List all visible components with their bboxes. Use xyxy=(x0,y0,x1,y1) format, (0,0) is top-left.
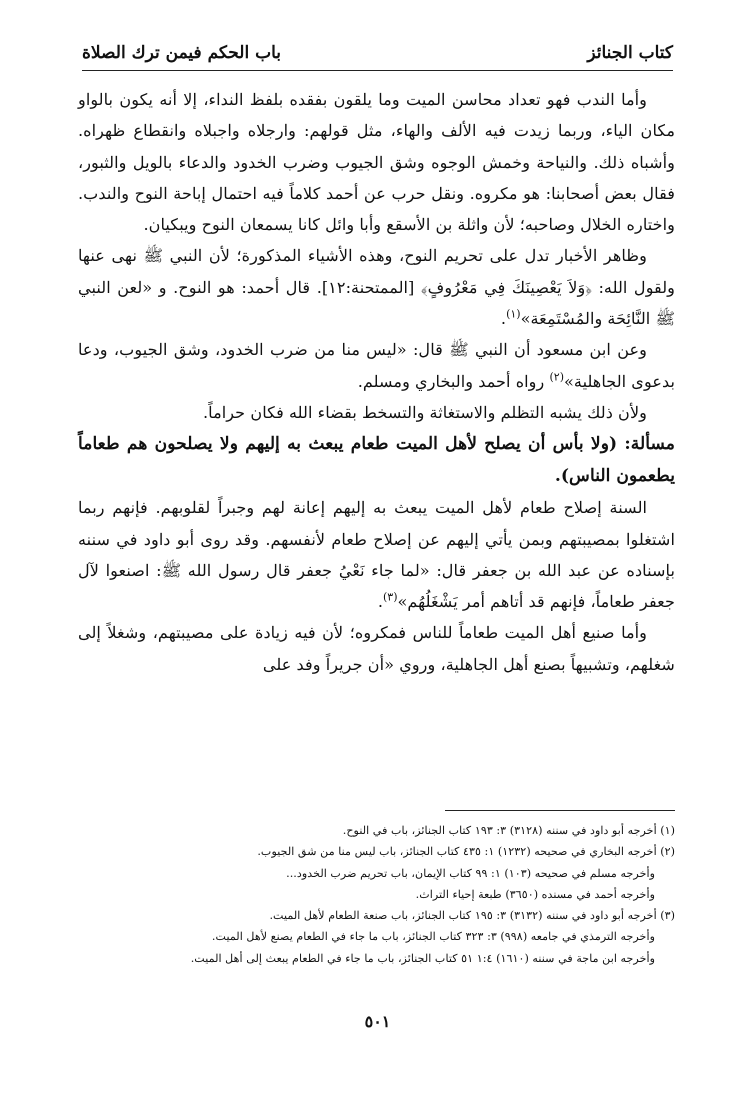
footnote-3: (٣) أخرجه أبو داود في سننه (٣١٣٢) ٣: ١٩٥ كتاب الجنائز، باب صنعة الطعام لأهل الميت. xyxy=(269,909,675,923)
footnote-1: (١) أخرجه أبو داود في سننه (٣١٢٨) ٣: ١٩٣ كتاب الجنائز، باب في النوح. xyxy=(342,824,675,837)
paragraph-text: وعن ابن مسعود أن النبي ﷺ قال: «ليس منا من ضرب الخدود، وشق الجيوب، ودعا بدعوى الجاهلية» xyxy=(78,340,675,391)
footnote-2: (٢) أخرجه البخاري في صحيحه (١٢٣٢) ١: ٤٣٥ كتاب الجنائز، باب ليس منا من شق الجيوب. xyxy=(257,845,675,859)
footnote-2-cont: وأخرجه أحمد في مسنده (٣٦٥٠) طبعة إحياء التراث. xyxy=(415,887,655,901)
main-text xyxy=(78,84,675,680)
paragraph-nadb: وأما الندب فهو تعداد محاسن الميت وما يلقون بفقده بلفظ النداء، إلا أنه يكون بالواو مكان الياء، وربما زيدت فيه الألف والهاء، مثل قولهم: وارجلاه واجبلاه وانقطاع ظهراه. وأشباه ذلك. والنياحة وخمش الوجوه وشق الجيوب وضرب الخدود والدعاء بالويل والثبور، فقال بعض أصحابنا: هو مكروه. ونقل حرب عن أحمد كلاماً فيه احتمال إباحة النوح والندب. واختاره الخلال وصاحبه؛ لأن واثلة بن الأسقع وأبا وائل كانا يسمعان النوح ويبكيان. xyxy=(78,90,675,235)
paragraph-ibn-masud xyxy=(78,334,675,397)
running-header xyxy=(82,30,673,68)
footnote-divider xyxy=(445,810,675,811)
masala-heading: مسألة: (ولا بأس أن يصلح لأهل الميت طعام يبعث به إليهم ولا يصلحون هم طعاماً يطعمون الناس). xyxy=(78,434,675,487)
footnote-3-cont: وأخرجه الترمذي في جامعه (٩٩٨) ٣: ٣٢٣ كتاب الجنائز، باب ما جاء في الطعام يصنع لأهل الميت. xyxy=(211,930,655,944)
paragraph-end: رواه أحمد والبخاري ومسلم. xyxy=(357,371,550,391)
header-book-title: كتاب الجنائز xyxy=(587,43,673,63)
footnote-ref-2: (٢) xyxy=(549,370,564,384)
footnote-ref-3: (٣) xyxy=(382,590,398,604)
paragraph-sunnah-taam xyxy=(78,492,675,617)
page-number: ٥٠١ xyxy=(364,1012,391,1031)
paragraph-text: وظاهر الأخبار تدل على تحريم النوح، وهذه الأشياء المذكورة؛ لأن النبي ﷺ نهى عنها ولقول الله: ﴿وَلاَ يَعْصِينَكَ فِي مَعْرُوفٍ﴾ [الممتحنة:١٢]. قال أحمد: هو النوح. و «لعن النبي ﷺ النَّائِحَة والمُسْتَمِعَة» xyxy=(78,246,675,329)
paragraph-text: السنة إصلاح طعام لأهل الميت يبعث به إليهم إعانة لهم وجبراً لقلوبهم. فإنهم ربما اشتغلوا بمصيبتهم وبمن يأتي إليهم عن إصلاح طعام لأنفسهم. وقد روى أبو داود في سننه بإسناده عن عبد الله بن جعفر قال: «لما جاء نَعْيُ جعفر قال رسول الله ﷺ: اصنعوا لآل جعفر طعاماً، فإنهم قد أتاهم أمر يَشْغَلُهُم» xyxy=(78,498,675,612)
footnote-2-cont: وأخرجه مسلم في صحيحه (١٠٣) ١: ٩٩ كتاب الإيمان، باب تحريم ضرب الخدود... xyxy=(286,866,655,880)
footnote-ref-1: (١) xyxy=(506,307,521,321)
paragraph-sanii-ahl-mayyit: وأما صنيع أهل الميت طعاماً للناس فمكروه؛ لأن فيه زيادة على مصيبتهم، وشغلاً إلى شغلهم، وتشبيهاً بصنع أهل الجاهلية، وروي «أن جريراً وفد على xyxy=(78,623,675,674)
header-divider xyxy=(82,70,673,71)
paragraph-end: . xyxy=(377,592,383,612)
paragraph-tazallum: ولأن ذلك يشبه التظلم والاستغاثة والتسخط بقضاء الله فكان حراماً. xyxy=(203,402,647,422)
header-chapter-title: باب الحكم فيمن ترك الصلاة xyxy=(82,43,282,63)
footnotes xyxy=(80,820,675,969)
paragraph-end: . xyxy=(500,309,507,329)
footnote-3-cont: وأخرجه ابن ماجة في سننه (١٦١٠) ١:٤ ٥١ كتاب الجنائز، باب ما جاء في الطعام يبعث إلى أهل الميت. xyxy=(190,951,655,965)
paragraph-tahrim-nawh xyxy=(78,240,675,334)
